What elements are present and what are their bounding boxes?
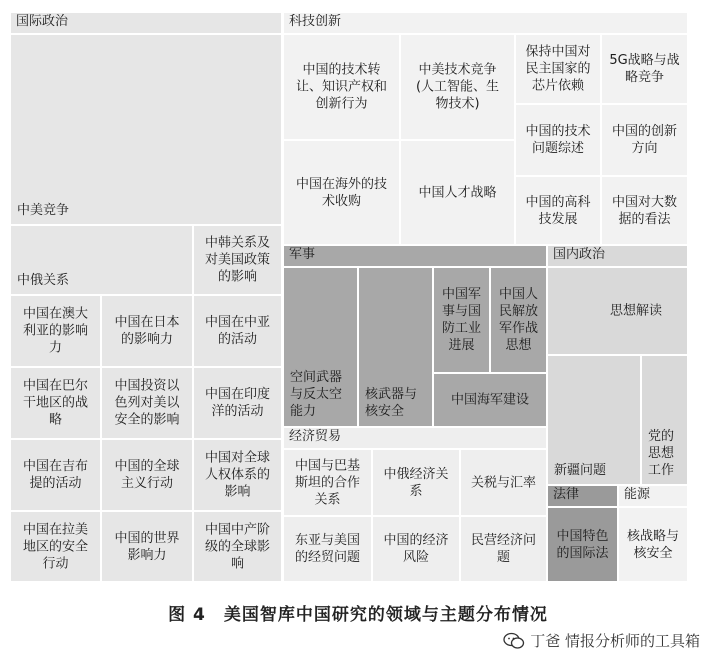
topic-label: 中国对全球 人权体系的 影响 [204,450,270,500]
topic-cell-tech-overview [515,104,601,176]
topic-label: 关税与汇率 [470,475,536,490]
topic-cell-nuclear-strategy [618,507,688,582]
topic-cell-china-korea [193,225,282,295]
topic-cell-big-data [601,176,688,245]
topic-cell-navy [433,373,547,427]
topic-cell-pla-doctrine [490,267,547,373]
domain-header-energy: 能源 [618,485,688,507]
topic-cell-high-tech [515,176,601,245]
topic-cell-overseas-acquisition [283,140,400,245]
topic-cell-djibouti [10,439,101,511]
topic-label: 中俄经济关 系 [383,466,449,499]
topic-label: 中国投资以 色列对美以 安全的影响 [114,378,180,428]
topic-cell-economic-risk [372,516,460,582]
topic-cell-latin-america [10,511,101,582]
topic-label: 中国在海外的技 术收购 [295,176,387,209]
topic-cell-tech-competition [400,34,515,140]
topic-label: 党的 思想 工作 [648,429,675,478]
domain-header-military: 军事 [283,245,547,267]
topic-label: 核战略与 核安全 [626,528,679,561]
topic-cell-international-law [547,507,618,582]
domain-header-domestic-politics: 国内政治 [547,245,688,267]
topic-label: 中国的技术转 让、知识产权和 创新行为 [295,62,387,112]
topic-label: 中国在巴尔 干地区的战 略 [22,378,88,428]
topic-cell-japan [101,295,193,367]
topic-cell-sino-russia-economy [372,449,460,516]
topic-cell-pakistan [283,449,372,516]
topic-label: 中美技术竞争 (人工智能、生 物技术) [415,62,500,112]
topic-cell-globalism [101,439,193,511]
wechat-icon [503,632,525,650]
topic-cell-space-weapons [283,267,358,427]
topic-label: 中美竞争 [17,203,70,218]
topic-label: 中国在拉美 地区的安全 行动 [22,522,88,571]
topic-label: 中国的世界 影响力 [114,530,180,563]
topic-label: 空间武器 与反太空 能力 [290,370,343,419]
topic-cell-indian-ocean [193,367,282,439]
topic-cell-central-asia [193,295,282,367]
topic-label: 5G战略与战 略竞争 [609,53,680,85]
topic-cell-ideology [547,267,688,355]
topic-label: 中俄关系 [17,273,70,288]
topic-cell-private-economy [460,516,547,582]
domain-header-law: 法律 [547,485,618,507]
figure-caption: 图 4 美国智库中国研究的领域与主题分布情况 [168,605,548,625]
topic-cell-chip-dependence [515,34,601,104]
domain-header-tech-innovation: 科技创新 [283,12,688,34]
domain-header-economy-trade: 经济贸易 [283,427,547,449]
topic-label: 中国在日本 的影响力 [114,315,180,347]
topic-cell-innovation-direction [601,104,688,176]
topic-cell-defense-industry [433,267,490,373]
topic-cell-human-rights [193,439,282,511]
watermark-text: 丁爸 情报分析师的工具箱 [530,632,700,650]
domain-header-international-politics: 国际政治 [10,12,282,34]
topic-cell-tech-transfer [283,34,400,140]
topic-cell-middle-class [193,511,282,582]
topic-label: 中国人 民解放 军作战 思想 [498,287,538,353]
topic-cell-5g [601,34,688,104]
topic-label: 民营经济问 题 [470,533,536,565]
topic-label: 中国在澳大 利亚的影响 力 [22,306,88,356]
topic-label: 中国在中亚 的活动 [204,315,270,347]
topic-label: 中国中产阶 级的全球影 响 [204,522,270,571]
topic-cell-sino-us-competition [10,34,282,225]
topic-label: 中国海军建设 [450,392,529,408]
topic-label: 中国在吉布 提的活动 [22,459,88,491]
topic-cell-party-ideology [641,355,688,485]
topic-label: 中国特色 的国际法 [556,528,609,561]
topic-label: 保持中国对 民主国家的 芯片依赖 [525,44,591,94]
topic-label: 中国的经济 风险 [383,533,449,565]
topic-label: 中国军 事与国 防工业 进展 [441,287,481,353]
topic-label: 中国在印度 洋的活动 [204,387,270,419]
topic-label: 中韩关系及 对美国政策 的影响 [204,235,270,285]
topic-label: 中国的高科 技发展 [525,194,591,227]
topic-cell-talent-strategy [400,140,515,245]
topic-label: 中国的技术 问题综述 [525,124,591,156]
topic-cell-australia [10,295,101,367]
watermark [503,630,700,651]
topic-label: 核武器与 核安全 [365,387,418,419]
topic-cell-balkans [10,367,101,439]
topic-cell-israel [101,367,193,439]
topic-label: 思想解读 [609,303,662,319]
topic-cell-nuclear-weapons [358,267,433,427]
topic-label: 中国对大数 据的看法 [611,194,677,227]
topic-cell-sino-russia [10,225,193,295]
topic-label: 东亚与美国 的经贸问题 [294,533,360,565]
topic-label: 中国人才战略 [418,185,497,200]
topic-cell-east-asia-trade [283,516,372,582]
topic-cell-world-influence [101,511,193,582]
topic-cell-xinjiang [547,355,641,485]
topic-label: 中国的创新 方向 [611,124,677,156]
topic-label: 中国与巴基 斯坦的合作 关系 [294,458,360,507]
topic-label: 新疆问题 [554,463,607,478]
topic-cell-tariff-exchange [460,449,547,516]
topic-label: 中国的全球 主义行动 [114,459,180,491]
